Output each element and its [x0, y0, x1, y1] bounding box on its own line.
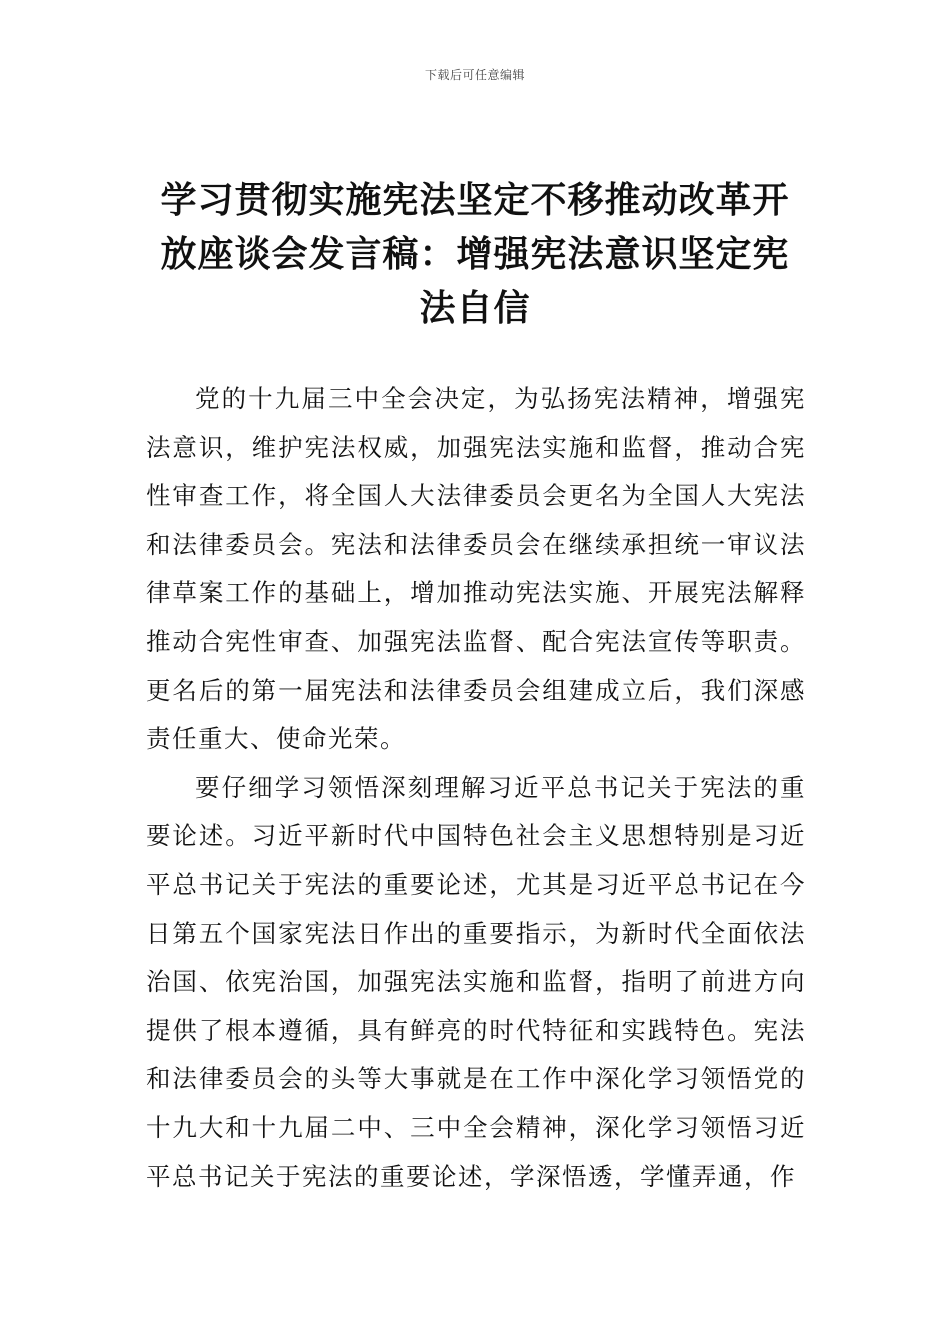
document-title: 学习贯彻实施宪法坚定不移推动改革开放座谈会发言稿：增强宪法意识坚定宪法自信	[160, 180, 790, 329]
document-body	[146, 375, 806, 1201]
paragraph: 党的十九届三中全会决定，为弘扬宪法精神，增强宪法意识，维护宪法权威，加强宪法实施和监督，推动合宪性审查工作，将全国人大法律委员会更名为全国人大宪法和法律委员会。宪法和法律委员会在继续承担统一审议法律草案工作的基础上，增加推动宪法实施、开展宪法解释推动合宪性审查、加强宪法监督、配合宪法宣传等职责。更名后的第一届宪法和法律委员会组建成立后，我们深感责任重大、使命光荣。	[146, 384, 806, 754]
header-note: 下载后可任意编辑	[424, 68, 525, 82]
paragraph: 要仔细学习领悟深刻理解习近平总书记关于宪法的重要论述。习近平新时代中国特色社会主义思想特别是习近平总书记关于宪法的重要论述，尤其是习近平总书记在今日第五个国家宪法日作出的重要指示，为新时代全面依法治国、依宪治国，加强宪法实施和监督，指明了前进方向提供了根本遵循，具有鲜亮的时代特征和实践特色。宪法和法律委员会的头等大事就是在工作中深化学习领悟党的十九大和十九届二中、三中全会精神，深化学习领悟习近平总书记关于宪法的重要论述，学深悟透，学懂弄通，作	[146, 772, 806, 1191]
